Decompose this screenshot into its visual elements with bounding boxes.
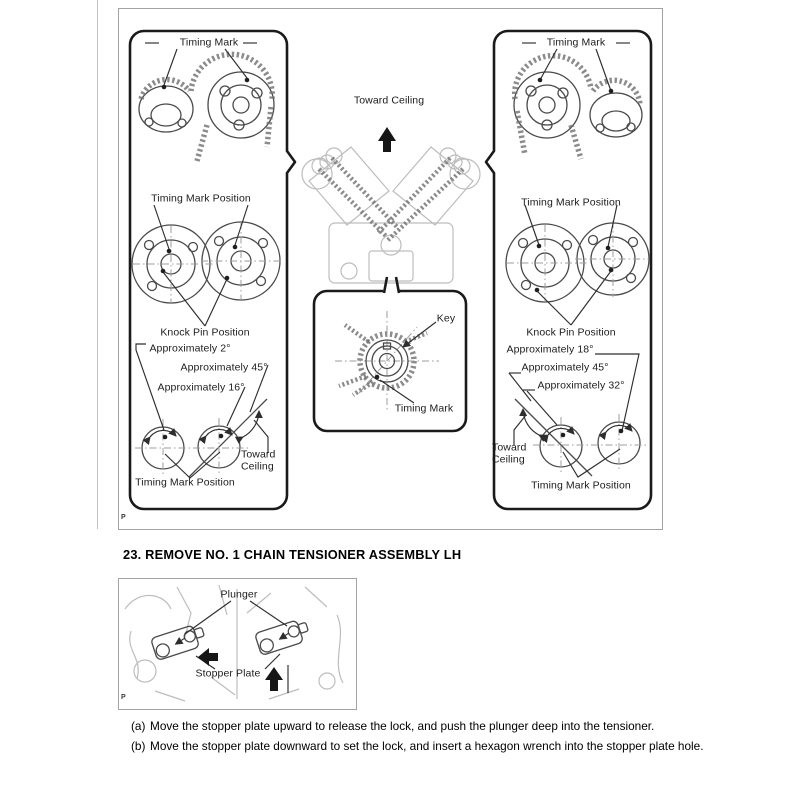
label-approx-45-left: Approximately 45° xyxy=(180,361,268,374)
engine-case-art xyxy=(125,585,343,701)
figure-timing-mark-diagram xyxy=(118,8,663,530)
figure2-watermark: P xyxy=(121,694,126,701)
label-stopper-plate: Stopper Plate xyxy=(195,667,261,680)
step-a-label: (a) xyxy=(131,719,146,733)
label-approx-18-right: Approximately 18° xyxy=(506,343,594,356)
label-knock-pin-position-right: Knock Pin Position xyxy=(526,326,616,339)
step-b xyxy=(131,736,716,756)
left-panel-outline xyxy=(130,31,295,509)
timing-diagram-art xyxy=(119,9,662,529)
engine-front-view-art xyxy=(302,147,480,283)
engine-timing-chains-art xyxy=(319,158,463,241)
label-approx-45-right: Approximately 45° xyxy=(521,361,609,374)
step-b-label: (b) xyxy=(131,739,146,753)
label-knock-pin-position-left: Knock Pin Position xyxy=(160,326,250,339)
label-timing-mark-left: Timing Mark xyxy=(179,36,239,49)
label-timing-mark-position-right: Timing Mark Position xyxy=(521,196,621,209)
stopper-up-arrow xyxy=(265,667,283,691)
instruction-steps xyxy=(131,716,716,756)
label-timing-mark-right: Timing Mark xyxy=(546,36,606,49)
label-approx-2-left: Approximately 2° xyxy=(149,342,231,355)
label-approx-32-right: Approximately 32° xyxy=(537,379,625,392)
figure-chain-tensioner xyxy=(118,578,357,710)
step-a-text: Move the stopper plate upward to release the lock, and push the plunger deep into the tensioner. xyxy=(150,719,655,733)
push-plunger-arrow xyxy=(198,648,218,666)
label-approx-16-left: Approximately 16° xyxy=(157,381,245,394)
label-toward-ceiling-center: Toward Ceiling xyxy=(353,94,425,107)
step-a xyxy=(131,716,716,736)
label-plunger: Plunger xyxy=(220,588,258,601)
crank-timing-mark-dot xyxy=(375,375,380,380)
section-heading: 23. REMOVE NO. 1 CHAIN TENSIONER ASSEMBLY LH xyxy=(123,547,462,562)
label-toward-ceiling-left: Toward Ceiling xyxy=(241,448,276,472)
label-timing-mark-position-bottom-right: Timing Mark Position xyxy=(531,479,631,492)
label-timing-mark-position-left: Timing Mark Position xyxy=(151,192,251,205)
label-key: Key xyxy=(436,312,456,325)
page-edge-line xyxy=(97,0,98,529)
figure1-watermark: P xyxy=(121,514,126,521)
tensioner-left-art xyxy=(151,623,208,661)
label-toward-ceiling-right: Toward Ceiling xyxy=(492,441,527,465)
label-timing-mark-position-bottom-left: Timing Mark Position xyxy=(135,476,235,489)
label-timing-mark-crank: Timing Mark xyxy=(394,402,454,415)
step-b-text: Move the stopper plate downward to set the lock, and insert a hexagon wrench into the stopper plate hole. xyxy=(150,739,704,753)
toward-ceiling-arrow xyxy=(378,127,396,152)
